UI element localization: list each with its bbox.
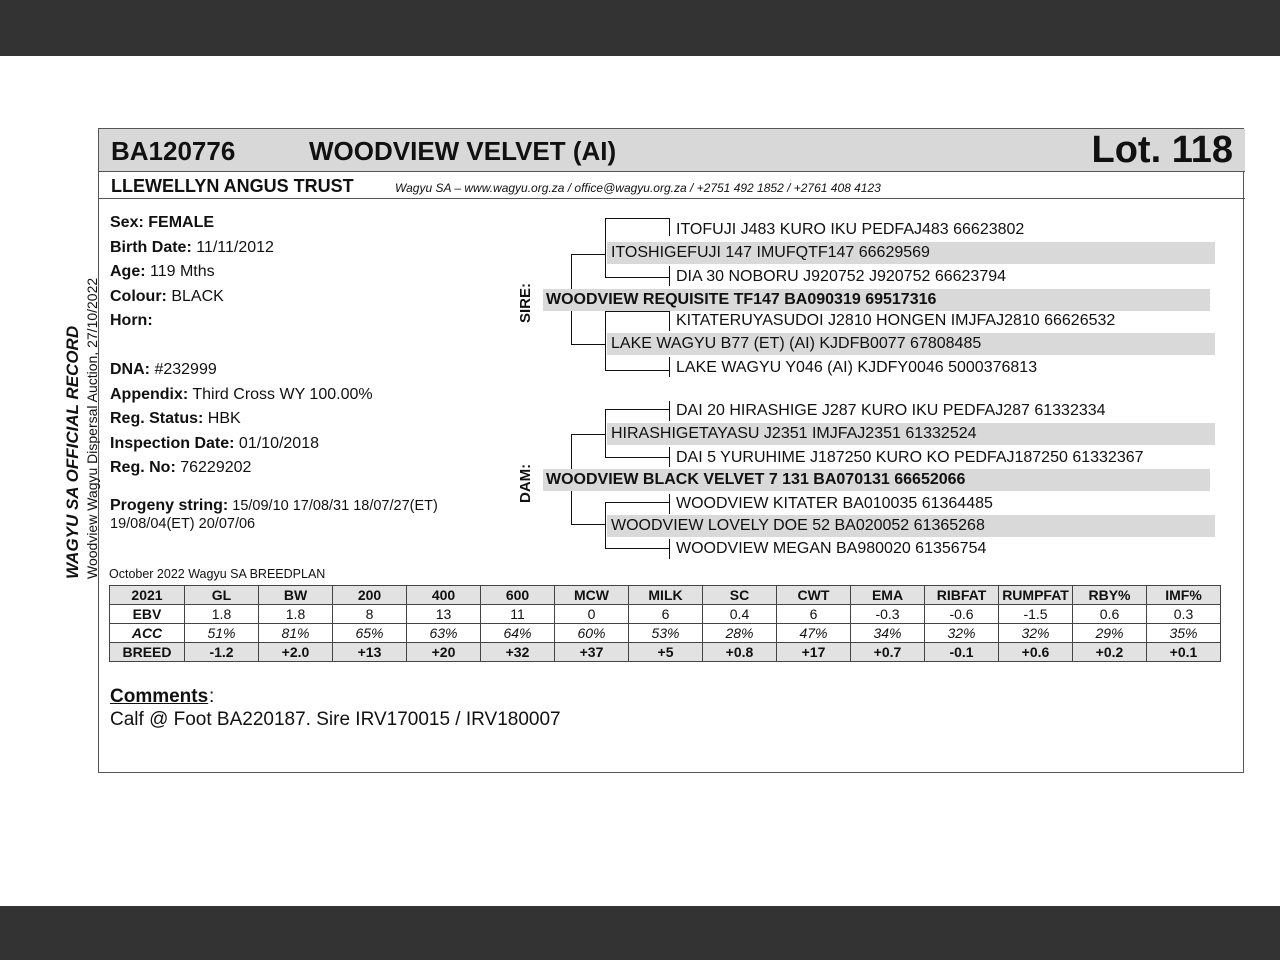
birth-date-value: 11/11/2012 xyxy=(196,238,274,256)
connector-line xyxy=(669,447,670,467)
connector-line xyxy=(605,548,669,549)
official-record-stamp xyxy=(63,278,100,579)
lot-number: Lot. 118 xyxy=(1091,129,1233,171)
table-cell: GL xyxy=(185,586,259,605)
sex-label: Sex: FEMALE xyxy=(110,214,215,231)
table-cell: -1.5 xyxy=(999,605,1073,624)
table-cell: RUMPFAT xyxy=(999,586,1073,605)
table-cell: 6 xyxy=(629,605,703,624)
breed-row xyxy=(110,643,1221,662)
sire-sire-dam: DIA 30 NOBORU J920752 J920752 66623794 xyxy=(676,268,1007,285)
dna-value: #232999 xyxy=(154,361,217,378)
inspection-date-label: Inspection Date: xyxy=(110,434,235,452)
table-cell: IMF% xyxy=(1147,586,1221,605)
owner-name: LLEWELLYN ANGUS TRUST xyxy=(111,176,354,196)
table-cell: 200 xyxy=(333,586,407,605)
table-cell: MILK xyxy=(629,586,703,605)
table-cell: -0.1 xyxy=(925,643,999,662)
ebv-row xyxy=(110,605,1221,624)
table-cell: CWT xyxy=(777,586,851,605)
table-cell: 63% xyxy=(407,624,481,643)
table-cell: 8 xyxy=(333,605,407,624)
lot-record-card xyxy=(63,128,1244,773)
colour-label: Colour: xyxy=(110,287,167,305)
dam-dam: WOODVIEW LOVELY DOE 52 BA020052 61365268 xyxy=(607,515,1215,537)
connector-line xyxy=(605,218,606,277)
inspection-date-value: 01/10/2018 xyxy=(238,434,319,452)
contact-info: Wagyu SA – www.wagyu.org.za / office@wagyu.org.za / +2751 492 1852 / +2761 408 4123 xyxy=(395,181,881,195)
table-cell: 1.8 xyxy=(259,605,333,624)
sire-dam-dam: LAKE WAGYU Y046 (AI) KJDFY0046 5000376813 xyxy=(676,359,1038,376)
table-cell: 81% xyxy=(259,624,333,643)
table-cell: 11 xyxy=(481,605,555,624)
reg-no-label: Reg. No: xyxy=(110,459,176,476)
table-cell: MCW xyxy=(555,586,629,605)
table-cell: RIBFAT xyxy=(925,586,999,605)
horn-label: Horn: xyxy=(110,312,153,329)
table-cell: +32 xyxy=(481,643,555,662)
connector-line xyxy=(571,524,605,525)
age-value: 119 Mths xyxy=(150,263,215,280)
table-cell: ACC xyxy=(110,624,185,643)
table-cell: 0 xyxy=(555,605,629,624)
table-cell: 6 xyxy=(777,605,851,624)
connector-line xyxy=(571,344,605,345)
connector-line xyxy=(605,457,669,458)
reg-no-value: 76229202 xyxy=(180,459,252,476)
progeny-value-1: 15/09/10 17/08/31 18/07/27(ET) xyxy=(232,498,438,514)
table-cell: 0.4 xyxy=(703,605,777,624)
sire-label: SIRE: xyxy=(517,282,534,323)
sire-sire-sire: ITOFUJI J483 KURO IKU PEDFAJ483 66623802 xyxy=(676,221,1025,238)
connector-line xyxy=(669,401,670,421)
breedplan-table xyxy=(109,585,1221,662)
breedplan-title: October 2022 Wagyu SA BREEDPLAN xyxy=(109,567,326,581)
dam-sire: HIRASHIGETAYASU J2351 IMJFAJ2351 61332524 xyxy=(607,423,1215,445)
table-cell: +13 xyxy=(333,643,407,662)
table-cell: 13 xyxy=(407,605,481,624)
official-record-title: WAGYU SA OFFICIAL RECORD xyxy=(63,325,82,579)
comments-title: Comments xyxy=(110,686,209,707)
table-cell: 1.8 xyxy=(185,605,259,624)
dam-label: DAM: xyxy=(517,463,534,503)
table-cell: 65% xyxy=(333,624,407,643)
table-cell: -0.6 xyxy=(925,605,999,624)
table-cell: 35% xyxy=(1147,624,1221,643)
table-cell: +37 xyxy=(555,643,629,662)
table-cell: +17 xyxy=(777,643,851,662)
connector-line xyxy=(605,311,669,312)
table-cell: 47% xyxy=(777,624,851,643)
comments-colon: : xyxy=(209,686,215,707)
table-cell: 32% xyxy=(925,624,999,643)
animal-details xyxy=(110,211,373,481)
auction-caption: Woodview Wagyu Dispersal Auction, 27/10/2022 xyxy=(84,277,100,579)
connector-line xyxy=(669,218,670,236)
sire-sire: ITOSHIGEFUJI 147 IMUFQTF147 66629569 xyxy=(607,242,1215,264)
dam-sire-sire: DAI 20 HIRASHIGE J287 KURO IKU PEDFAJ287 61332334 xyxy=(676,402,1106,419)
table-cell: 53% xyxy=(629,624,703,643)
progeny-string xyxy=(110,497,510,533)
bottom-dark-bar xyxy=(0,906,1280,960)
dna-label: DNA: xyxy=(110,361,150,378)
connector-line xyxy=(669,311,670,331)
table-cell: 32% xyxy=(999,624,1073,643)
connector-line xyxy=(605,502,606,548)
table-cell: +2.0 xyxy=(259,643,333,662)
table-cell: EMA xyxy=(851,586,925,605)
breedplan-header-row xyxy=(110,586,1221,605)
table-cell: 600 xyxy=(481,586,555,605)
table-cell: BW xyxy=(259,586,333,605)
table-cell: RBY% xyxy=(1073,586,1147,605)
appendix-label: Appendix: xyxy=(110,385,189,403)
birth-date-label: Birth Date: xyxy=(110,238,192,256)
connector-line xyxy=(669,539,670,559)
reg-status-value: HBK xyxy=(207,410,241,427)
connector-line xyxy=(605,218,669,219)
table-cell: +0.8 xyxy=(703,643,777,662)
registration-number: BA120776 xyxy=(111,136,236,166)
sire-name: WOODVIEW REQUISITE TF147 BA090319 69517316 xyxy=(543,289,1210,311)
table-cell: -0.3 xyxy=(851,605,925,624)
appendix-value: Third Cross WY 100.00% xyxy=(192,385,373,403)
table-cell: +5 xyxy=(629,643,703,662)
dam-dam-sire: WOODVIEW KITATER BA010035 61364485 xyxy=(676,495,993,512)
table-cell: 34% xyxy=(851,624,925,643)
connector-line xyxy=(605,370,669,371)
colour-value: BLACK xyxy=(171,287,224,305)
table-cell: +0.1 xyxy=(1147,643,1221,662)
table-cell: -1.2 xyxy=(185,643,259,662)
connector-line xyxy=(669,494,670,514)
connector-line xyxy=(571,434,605,435)
animal-name: WOODVIEW VELVET (AI) xyxy=(309,136,617,166)
table-cell: 29% xyxy=(1073,624,1147,643)
connector-line xyxy=(605,277,669,278)
dam-name: WOODVIEW BLACK VELVET 7 131 BA070131 66652066 xyxy=(543,469,1210,491)
table-cell: 51% xyxy=(185,624,259,643)
connector-line xyxy=(605,311,606,370)
table-cell: BREED xyxy=(110,643,185,662)
table-cell: +0.7 xyxy=(851,643,925,662)
progeny-value-2: 19/08/04(ET) 20/07/06 xyxy=(110,516,256,532)
progeny-label: Progeny string: xyxy=(110,497,229,514)
connector-line xyxy=(605,409,669,410)
table-cell: 0.3 xyxy=(1147,605,1221,624)
table-cell: +20 xyxy=(407,643,481,662)
table-cell: 64% xyxy=(481,624,555,643)
top-dark-bar xyxy=(0,0,1280,56)
table-cell: 400 xyxy=(407,586,481,605)
comments-text: Calf @ Foot BA220187. Sire IRV170015 / IRV180007 xyxy=(110,709,561,730)
table-cell: +0.2 xyxy=(1073,643,1147,662)
dam-sire-dam: DAI 5 YURUHIME J187250 KURO KO PEDFAJ187250 61332367 xyxy=(676,449,1144,466)
table-cell: 0.6 xyxy=(1073,605,1147,624)
connector-line xyxy=(571,254,605,255)
acc-row xyxy=(110,624,1221,643)
record-header xyxy=(99,129,1245,172)
table-cell: 2021 xyxy=(110,586,185,605)
reg-status-label: Reg. Status: xyxy=(110,410,204,427)
table-cell: +0.6 xyxy=(999,643,1073,662)
connector-line xyxy=(605,409,606,457)
sire-dam: LAKE WAGYU B77 (ET) (AI) KJDFB0077 67808485 xyxy=(607,333,1215,355)
connector-line xyxy=(669,266,670,286)
age-label: Age: xyxy=(110,263,146,280)
table-cell: 60% xyxy=(555,624,629,643)
table-cell: EBV xyxy=(110,605,185,624)
connector-line xyxy=(605,502,669,503)
connector-line xyxy=(669,357,670,377)
table-cell: SC xyxy=(703,586,777,605)
sire-dam-sire: KITATERUYASUDOI J2810 HONGEN IMJFAJ2810 66626532 xyxy=(676,312,1116,329)
dam-dam-dam: WOODVIEW MEGAN BA980020 61356754 xyxy=(676,540,987,557)
owner-row xyxy=(99,172,1245,199)
table-cell: 28% xyxy=(703,624,777,643)
